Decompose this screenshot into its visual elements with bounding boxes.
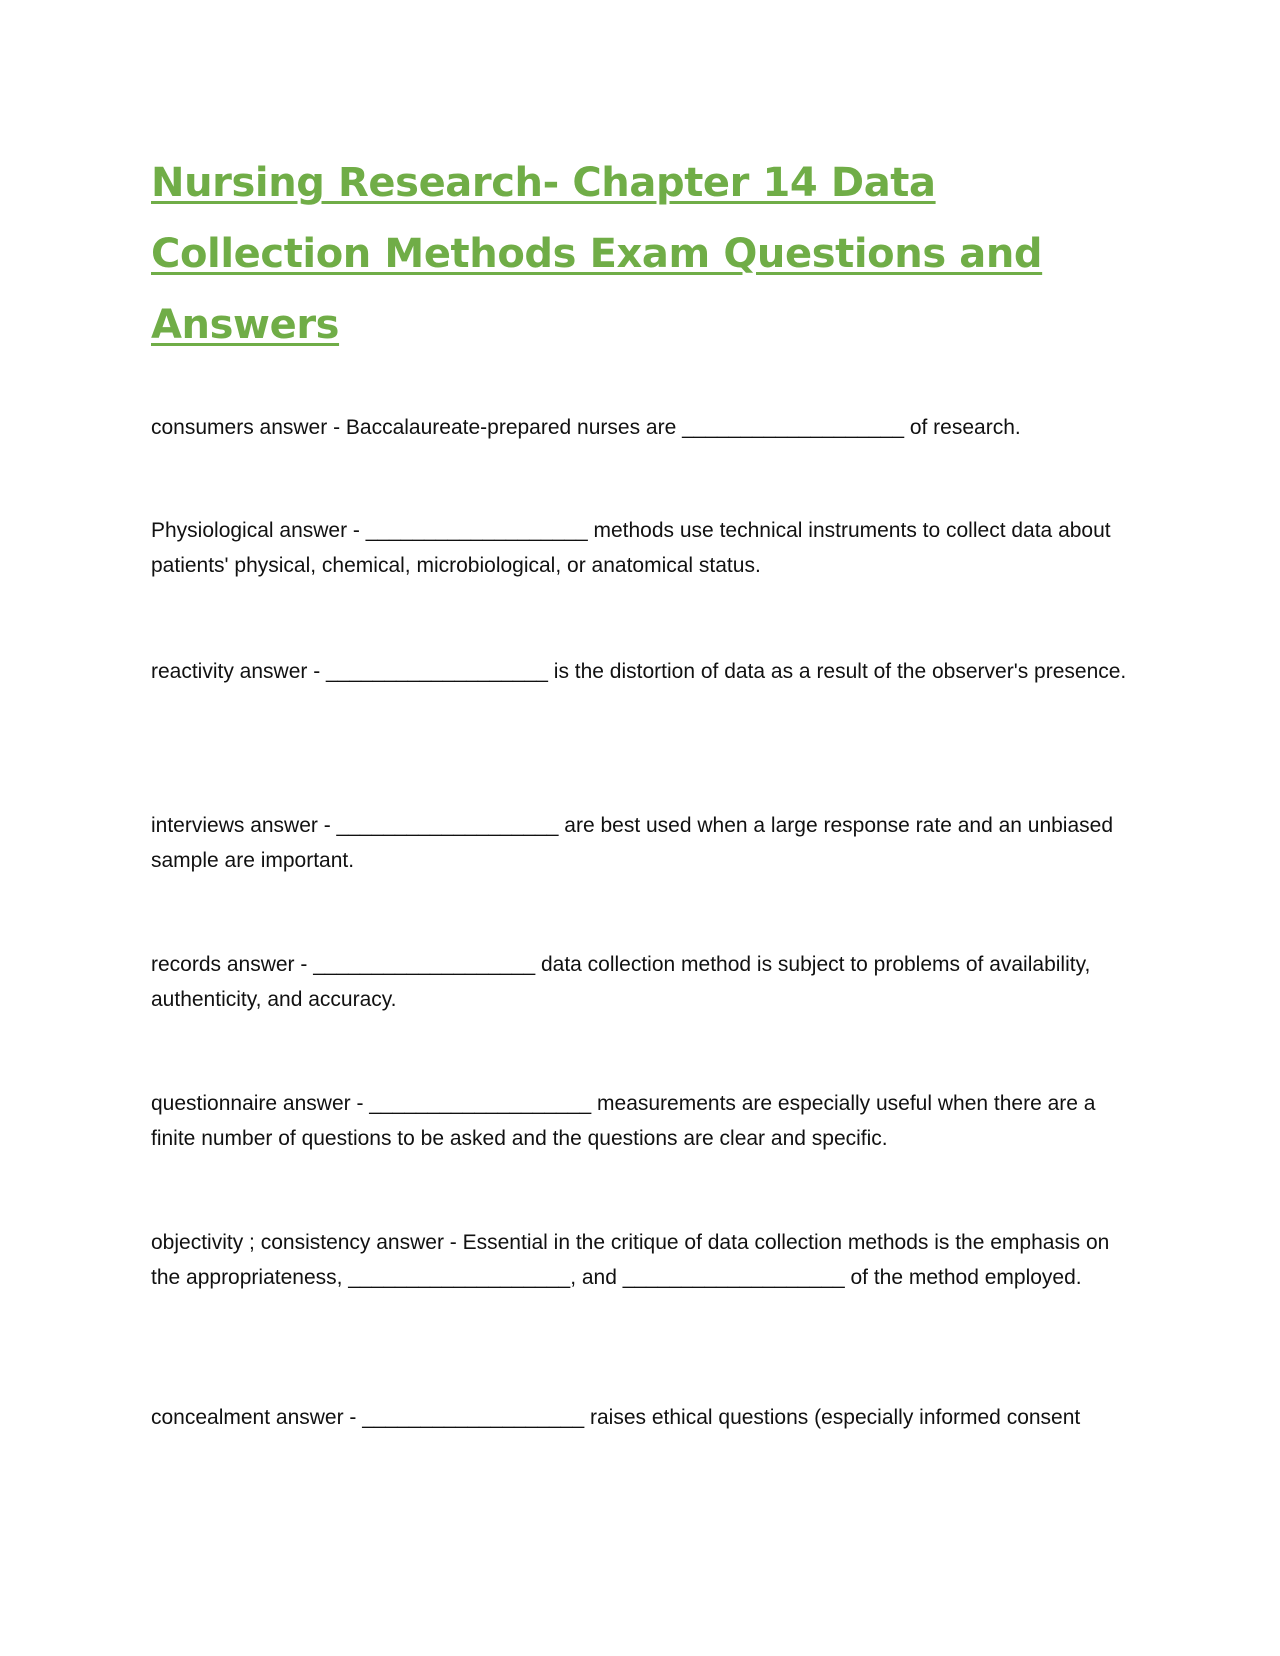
qa-item: questionnaire answer - ___________________ measurements are especially useful when there are a finite number of questions to be asked and the questions are clear and specific. xyxy=(151,1092,1096,1150)
qa-item: reactivity answer - ___________________ is the distortion of data as a result of the observer's presence. xyxy=(151,660,1127,683)
document-title: Nursing Research- Chapter 14 Data Collection Methods Exam Questions and Answers xyxy=(151,160,1043,348)
qa-item: records answer - ___________________ data collection method is subject to problems of availability, authenticity, and accuracy. xyxy=(151,953,1091,1011)
qa-item: objectivity ; consistency answer - Essential in the critique of data collection methods is the emphasis on the appropriateness, ___________________, and ___________________ of the method employed. xyxy=(151,1231,1110,1289)
qa-item: Physiological answer - ___________________ methods use technical instruments to collect data about patients' physical, chemical, microbiological, or anatomical status. xyxy=(151,519,1111,577)
qa-item: interviews answer - ___________________ are best used when a large response rate and an unbiased sample are important. xyxy=(151,814,1114,872)
qa-item: concealment answer - ___________________ raises ethical questions (especially informed consent xyxy=(151,1406,1081,1429)
qa-item: consumers answer - Baccalaureate-prepared nurses are ___________________ of research. xyxy=(151,416,1021,439)
